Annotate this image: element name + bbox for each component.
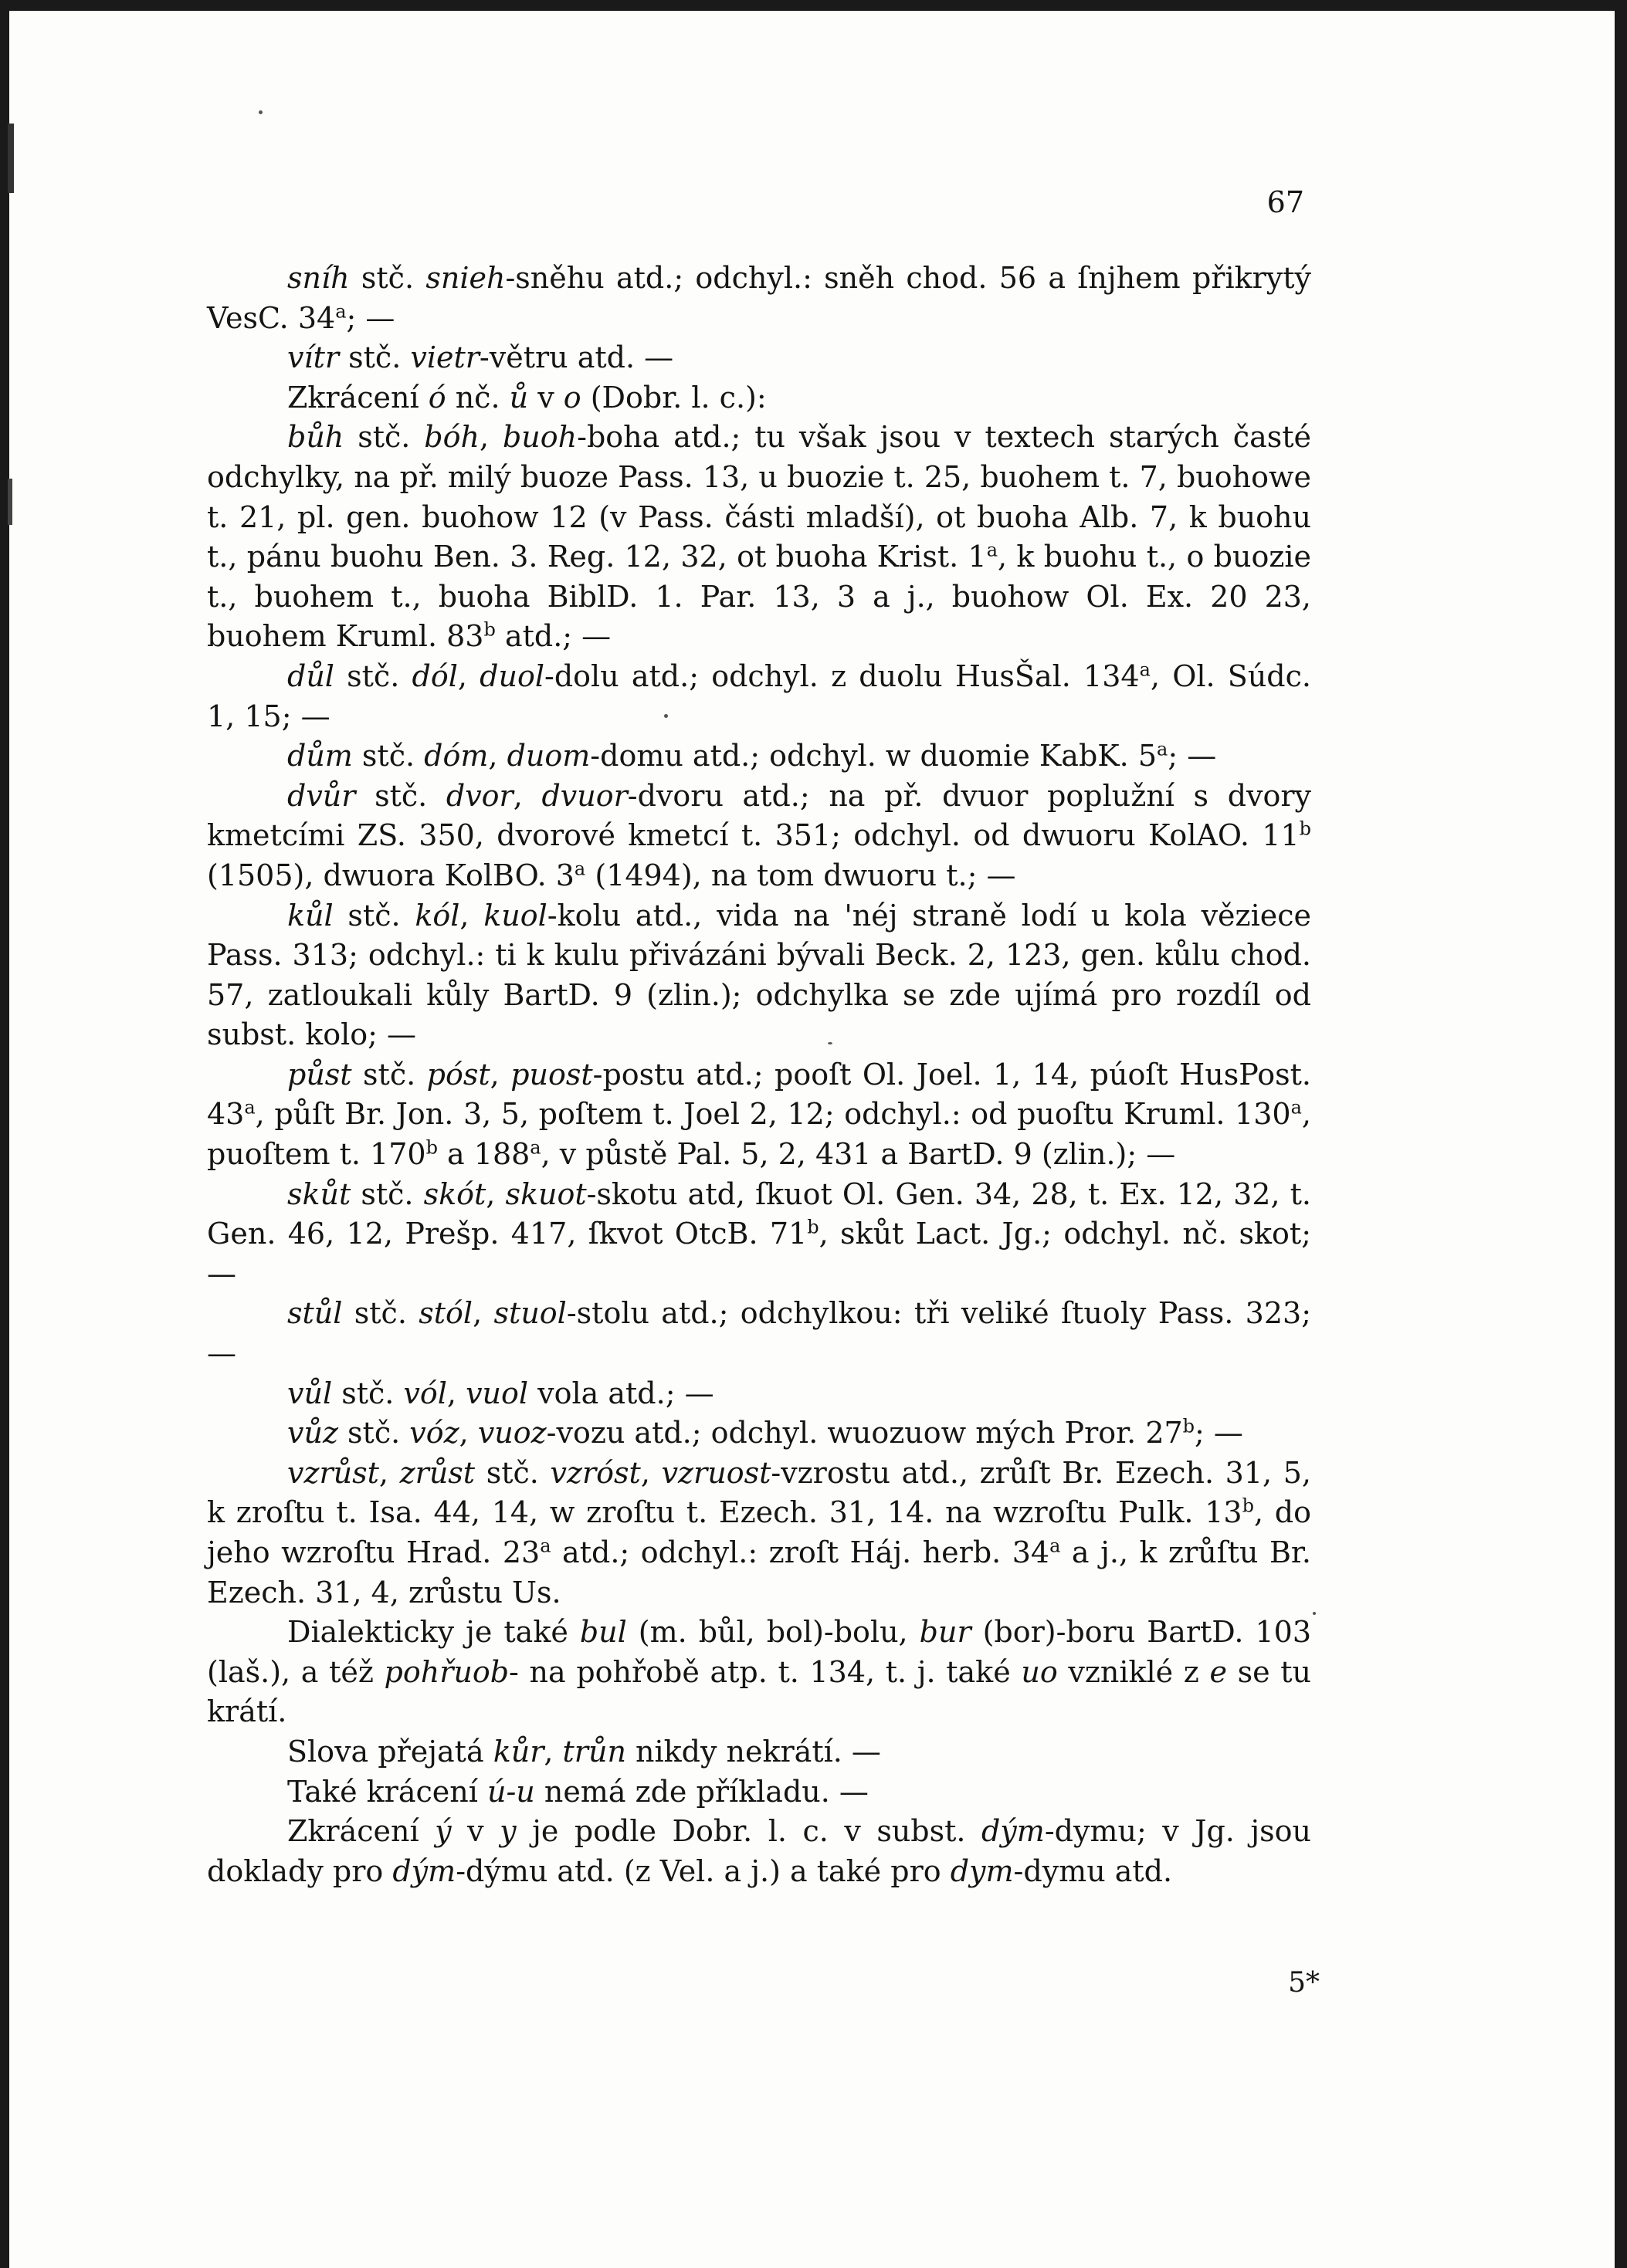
text-run: v xyxy=(451,1814,500,1849)
text-run: , xyxy=(479,420,503,455)
scan-mark xyxy=(8,479,12,525)
italic-term: ú-u xyxy=(486,1774,535,1809)
italic-term: dům xyxy=(287,739,353,773)
italic-term: buoh xyxy=(502,420,578,455)
text-run: Také krácení xyxy=(287,1774,487,1809)
italic-term: ó xyxy=(428,380,446,415)
text-run: je podle Dobr. l. c. v subst. xyxy=(516,1814,981,1849)
entry-paragraph xyxy=(207,1772,1311,1813)
text-run: , xyxy=(486,1176,506,1211)
italic-term: e xyxy=(1209,1654,1227,1689)
text-run: Zkrácení xyxy=(287,380,429,415)
italic-term: dym xyxy=(950,1853,1014,1888)
italic-term: dvuor xyxy=(541,778,628,813)
italic-term: skót xyxy=(423,1176,486,1211)
italic-term: stól xyxy=(419,1296,473,1331)
italic-term: kůr xyxy=(493,1734,544,1769)
italic-term: póst xyxy=(426,1057,490,1092)
italic-term: kuol xyxy=(483,898,547,933)
text-run: -dolu atd.; odchyl. z duolu HusŠal. 134 xyxy=(544,658,1140,693)
superscript: b xyxy=(483,618,496,641)
italic-term: vůl xyxy=(287,1376,333,1410)
entry-paragraph xyxy=(207,1454,1311,1613)
text-run: , xyxy=(446,1376,466,1410)
text-run: ; — xyxy=(1168,739,1217,773)
text-run: nč. xyxy=(446,380,510,415)
text-run: -větru atd. — xyxy=(479,340,674,375)
italic-term: o xyxy=(563,380,581,415)
text-run: vzniklé z xyxy=(1057,1654,1210,1689)
text-run: , xyxy=(459,1416,478,1451)
italic-term: důl xyxy=(287,658,334,693)
text-run: nikdy nekrátí. — xyxy=(625,1734,881,1769)
text-run: , xyxy=(544,1734,563,1769)
text-run: (Dobr. l. c.): xyxy=(581,380,767,415)
superscript: b xyxy=(1182,1415,1195,1437)
italic-term: ů xyxy=(509,380,529,415)
italic-term: dvůr xyxy=(287,778,356,813)
entry-paragraph xyxy=(207,896,1311,1055)
text-run: , xyxy=(378,1455,400,1490)
text-run: -boha atd.; tu však jsou v textech starých časté odchylky, na př. milý buoze Pass. 13, u buozie t. 25, buohem t. 7, buohowe t. 21, pl. gen. buohow 12 (v Pass. části mladší), ot buoha Alb. 7, k buohu t., pánu buohu Ben. 3. Reg. 12, 32, ot buoha Krist. 1 xyxy=(207,420,1311,574)
entry-paragraph xyxy=(207,736,1311,777)
text-run: atd.; odchyl.: zroſt Háj. herb. 34 xyxy=(551,1535,1050,1569)
text-run: , xyxy=(513,778,542,813)
italic-term: vól xyxy=(403,1376,447,1410)
italic-term: vzruost xyxy=(661,1455,771,1490)
italic-term: uo xyxy=(1021,1654,1058,1689)
text-run: ; — xyxy=(346,300,395,335)
text-run: (1494), na tom dwuoru t.; — xyxy=(585,858,1016,892)
text-run: , k buohu t., o buozie t., buohem t., buoha BiblD. 1. Par. 13, 3 a j., buohow Ol. Ex. 20 23, buohem Kruml. 83 xyxy=(207,540,1311,654)
italic-term: y xyxy=(500,1814,517,1849)
text-run: , do jeho wzroſtu Hrad. 23 xyxy=(207,1495,1311,1569)
text-run: -postu atd.; pooſt Ol. Joel. 1, 14, púoſt HusPost. 43 xyxy=(207,1057,1311,1132)
text-run: nemá zde příkladu. — xyxy=(534,1774,869,1809)
italic-term: dóm xyxy=(424,739,489,773)
superscript: a xyxy=(1049,1535,1061,1557)
entry-paragraph xyxy=(207,378,1311,418)
italic-term: bóh xyxy=(424,420,480,455)
text-run: , puoſtem t. 170 xyxy=(207,1097,1311,1172)
text-run: -dymu atd. xyxy=(1013,1853,1173,1888)
text-run: , xyxy=(459,898,484,933)
text-run: , xyxy=(473,1296,494,1331)
entry-paragraph xyxy=(207,1374,1311,1414)
text-run: stč. xyxy=(339,340,411,375)
text-run: , xyxy=(488,739,507,773)
italic-term: pohřuob xyxy=(384,1654,510,1689)
italic-term: dvor xyxy=(446,778,514,813)
text-run: -vzrostu atd., zrůſt Br. Ezech. 31, 5, k zroſtu t. Isa. 44, 14, w zroſtu t. Ezech. 31, 14. na wzroſtu Pulk. 13 xyxy=(207,1455,1311,1530)
superscript: b xyxy=(425,1136,438,1159)
superscript: a xyxy=(540,1535,551,1557)
text-run: stč. xyxy=(349,261,426,295)
entry-paragraph xyxy=(207,657,1311,736)
scan-border-right xyxy=(1615,0,1627,2268)
text-run: stč. xyxy=(355,778,446,813)
italic-term: vůz xyxy=(287,1416,338,1451)
superscript: a xyxy=(335,300,347,322)
text-run: a j., k zrůſtu Br. Ezech. 31, 4, zrůstu Us. xyxy=(207,1535,1312,1610)
italic-term: bůh xyxy=(287,420,344,455)
entry-paragraph xyxy=(207,1294,1311,1373)
superscript: b xyxy=(1299,817,1311,840)
text-run: Zkrácení xyxy=(287,1814,436,1849)
italic-term: kůl xyxy=(287,898,334,933)
italic-term: skuot xyxy=(505,1176,587,1211)
italic-term: vietr xyxy=(410,340,480,375)
page-number: 67 xyxy=(1266,185,1304,219)
italic-term: bul xyxy=(579,1615,627,1650)
text-run: se tu krátí. xyxy=(207,1654,1312,1729)
entry-paragraph xyxy=(207,1732,1311,1772)
entry-paragraph xyxy=(207,1175,1311,1295)
italic-term: sníh xyxy=(287,261,350,295)
text-run: stč. xyxy=(342,1296,419,1331)
text-run: , skůt Lact. Jg.; odchyl. nč. skot; — xyxy=(207,1217,1311,1291)
text-run: stč. xyxy=(332,1376,404,1410)
text-run: stč. xyxy=(333,898,415,933)
text-run: stč. xyxy=(344,420,425,455)
scan-border-left xyxy=(0,0,9,2268)
entry-paragraph xyxy=(207,1055,1311,1175)
text-run: -sněhu atd.; odchyl.: sněh chod. 56 a ſnjhem přikrytý VesC. 34 xyxy=(207,261,1311,335)
italic-term: půst xyxy=(287,1057,352,1092)
text-run: ; — xyxy=(1195,1416,1243,1451)
text-run: , Ol. Súdc. 1, 15; — xyxy=(207,658,1311,733)
text-run: stč. xyxy=(334,658,412,693)
scan-border-top xyxy=(0,0,1627,11)
superscript: a xyxy=(574,858,586,880)
text-run: v xyxy=(528,380,564,415)
text-run: -dýmu atd. (z Vel. a j.) a také pro xyxy=(456,1853,951,1888)
italic-term: vuol xyxy=(466,1376,529,1410)
italic-term: dým xyxy=(981,1814,1045,1849)
italic-term: dól xyxy=(412,658,458,693)
italic-term: dým xyxy=(392,1853,456,1888)
text-run: (1505), dwuora KolBO. 3 xyxy=(207,858,575,892)
text-run: -stolu atd.; odchylkou: tři veliké ſtuoly Pass. 323; — xyxy=(207,1296,1311,1371)
text-run: , půſt Br. Jon. 3, 5, poſtem t. Joel 2, 12; odchyl.: od puoſtu Kruml. 130 xyxy=(255,1097,1291,1132)
entry-paragraph xyxy=(207,777,1311,896)
text-run: Slova přejatá xyxy=(287,1734,493,1769)
italic-term: trůn xyxy=(562,1734,626,1769)
text-run: -kolu atd., vida na 'néj straně lodí u kola věziece Pass. 313; odchyl.: ti k kulu přivázáni bývali Beck. 2, 123, gen. kůlu chod. 57, zatloukali kůly BartD. 9 (zlin.); odchylka se zde ujímá pro rozdíl od subst. kolo; — xyxy=(207,898,1311,1052)
printer-signature: 5* xyxy=(1288,1967,1320,1999)
italic-term: vuoz xyxy=(477,1416,547,1451)
entry-paragraph xyxy=(207,1812,1311,1891)
text-run: stč. xyxy=(475,1455,551,1490)
italic-term: vzrůst xyxy=(287,1455,379,1490)
superscript: a xyxy=(530,1136,541,1159)
italic-term: vzróst xyxy=(550,1455,641,1490)
italic-term: ý xyxy=(435,1814,452,1849)
entry-paragraph xyxy=(207,1613,1311,1732)
text-run: stč. xyxy=(337,1416,410,1451)
italic-term: skůt xyxy=(287,1176,351,1211)
italic-term: stuol xyxy=(493,1296,567,1331)
scan-mark xyxy=(8,124,14,193)
entry-paragraph xyxy=(207,259,1311,338)
text-run: atd.; — xyxy=(495,619,612,654)
text-run: stč. xyxy=(351,1057,427,1092)
italic-term: stůl xyxy=(287,1296,343,1331)
text-run: -domu atd.; odchyl. w duomie KabK. 5 xyxy=(590,739,1157,773)
superscript: a xyxy=(1139,658,1151,681)
text-run: stč. xyxy=(352,739,425,773)
italic-term: puost xyxy=(510,1057,593,1092)
superscript: a xyxy=(1290,1096,1302,1119)
text-run: -vozu atd.; odchyl. wuozuow mých Pror. 27 xyxy=(546,1416,1183,1451)
text-run: -dymu; v Jg. jsou doklady pro xyxy=(207,1814,1311,1888)
text-run: , xyxy=(490,1057,511,1092)
text-run: Dialekticky je také xyxy=(287,1615,580,1650)
superscript: a xyxy=(1157,738,1168,760)
text-run: , xyxy=(640,1455,662,1490)
text-run: -skotu atd, ſkuot Ol. Gen. 34, 28, t. Ex. 12, 32, t. Gen. 46, 12, Prešp. 417, ſkvot OtcB. 71 xyxy=(207,1176,1311,1251)
entry-paragraph xyxy=(207,1413,1311,1454)
italic-term: vítr xyxy=(287,340,340,375)
italic-term: bur xyxy=(919,1615,971,1650)
italic-term: duol xyxy=(480,658,544,693)
text-run: , xyxy=(457,658,480,693)
text-run: - na pohřobě atp. t. 134, t. j. také xyxy=(509,1654,1022,1689)
text-run: (m. bůl, bol)-bolu, xyxy=(626,1615,920,1650)
superscript: a xyxy=(244,1096,256,1119)
italic-term: duom xyxy=(507,739,591,773)
italic-term: kól xyxy=(415,898,460,933)
superscript: a xyxy=(986,539,998,561)
page-body xyxy=(207,259,1311,1891)
text-run: a 188 xyxy=(437,1137,530,1172)
entry-paragraph xyxy=(207,418,1311,657)
text-run: vola atd.; — xyxy=(528,1376,714,1410)
text-run: , v půstě Pal. 5, 2, 431 a BartD. 9 (zlin.); — xyxy=(541,1137,1176,1172)
entry-paragraph xyxy=(207,338,1311,378)
superscript: b xyxy=(1242,1495,1254,1517)
italic-term: vóz xyxy=(409,1416,459,1451)
text-run: -dvoru atd.; na př. dvuor poplužní s dvory kmetcími ZS. 350, dvorové kmetcí t. 351; odchyl. od dwuoru KolAO. 11 xyxy=(207,778,1312,853)
text-run: (bor)-boru BartD. 103 (laš.), a též xyxy=(207,1615,1312,1689)
superscript: b xyxy=(807,1216,819,1238)
text-run: stč. xyxy=(351,1176,424,1211)
italic-term: zrůst xyxy=(399,1455,476,1490)
italic-term: snieh xyxy=(425,261,506,295)
